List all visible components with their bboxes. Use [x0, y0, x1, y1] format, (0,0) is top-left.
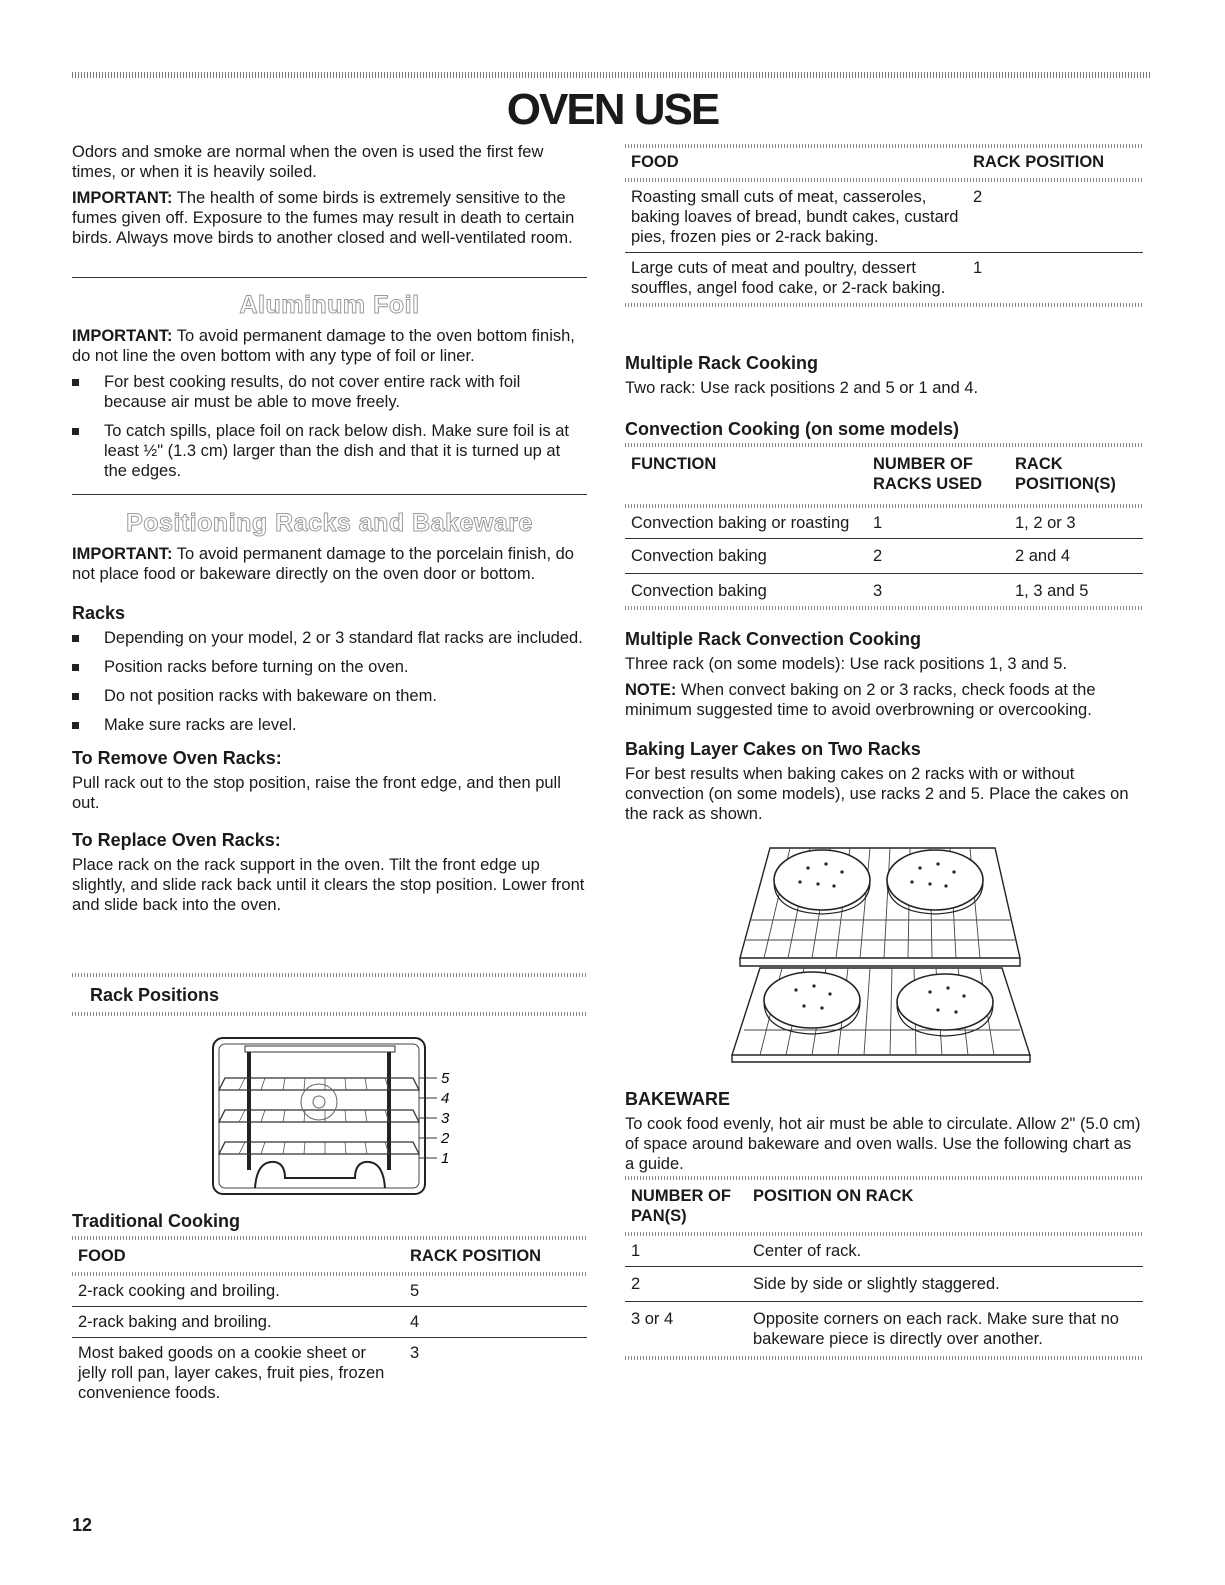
- rack-positions-heading: Rack Positions: [90, 985, 220, 1005]
- table-row: [72, 1276, 587, 1307]
- positioning-important: [72, 544, 587, 584]
- food-cell: 2-rack cooking and broiling.: [72, 1276, 404, 1307]
- traditional-cooking-heading: Traditional Cooking: [72, 1211, 241, 1231]
- rack-position-label: 4: [441, 1090, 450, 1107]
- number-cell: 1: [625, 1236, 747, 1267]
- table-row: [625, 1302, 1143, 1355]
- position-cell: Side by side or slightly staggered.: [747, 1267, 1143, 1302]
- rack-cell: 4: [404, 1307, 587, 1338]
- traditional-table: [72, 1242, 587, 1408]
- divider: [72, 1012, 587, 1016]
- col-rack-positions: RACK POSITION(S): [1015, 455, 1116, 493]
- multiple-rack-text: Two rack: Use rack positions 2 and 5 or 1 and 4.: [625, 379, 979, 397]
- food-cell: Large cuts of meat and poultry, dessert souffles, angel food cake, or 2-rack baking.: [631, 259, 946, 297]
- bakeware-heading: BAKEWARE: [625, 1089, 731, 1109]
- rack-cell: 3: [410, 1344, 420, 1362]
- intro-important: [72, 188, 587, 248]
- col-number-of-racks: NUMBER OF RACKS USED: [873, 455, 983, 493]
- cakes-on-racks-illustration: [730, 840, 1040, 1065]
- positioning-heading: Positioning Racks and Bakeware: [126, 509, 533, 537]
- table-row: [72, 1338, 587, 1409]
- table-row: [625, 1236, 1143, 1267]
- rack-cell: 1: [973, 259, 983, 277]
- divider: [625, 1356, 1143, 1360]
- table-row: [625, 1267, 1143, 1302]
- replace-racks-text: Place rack on the rack support in the oven. Tilt the front edge up slightly, and slide rack back until it clears the stop position. Lower front and slide back into the oven.: [72, 856, 585, 914]
- number-cell: 2: [625, 1267, 747, 1302]
- layer-cakes-text: For best results when baking cakes on 2 racks with or without convection (on some models), use racks 2 and 5. Place the cakes on the rack as shown.: [625, 765, 1129, 823]
- col-function: FUNCTION: [631, 455, 717, 473]
- list-item: Position racks before turning on the oven.: [72, 657, 587, 677]
- divider: [625, 443, 1143, 447]
- important-text: The health of some birds is extremely sensitive to the fumes given off. Exposure to the fumes may result in death to certain birds. Always move birds to another closed and well-ventilated room.: [72, 189, 575, 247]
- positions-cell: 2 and 4: [1009, 539, 1143, 574]
- table-row: [625, 182, 1143, 253]
- col-food: FOOD: [631, 153, 679, 171]
- remove-racks-text: Pull rack out to the stop position, raise the front edge, and then pull out.: [72, 774, 561, 812]
- number-cell: 3: [873, 582, 883, 600]
- divider: [72, 973, 587, 977]
- number-cell: 3 or 4: [631, 1310, 674, 1328]
- top-rule: [72, 72, 1152, 78]
- col-position-on-rack: POSITION ON RACK: [753, 1187, 914, 1205]
- convection-heading: Convection Cooking (on some models): [625, 419, 960, 439]
- remove-racks-heading: To Remove Oven Racks:: [72, 748, 282, 768]
- intro-text: Odors and smoke are normal when the oven is used the first few times, or when it is heavily soiled.: [72, 143, 544, 181]
- left-column: [72, 142, 587, 254]
- rack-position-label: 1: [441, 1150, 450, 1167]
- replace-racks-heading: To Replace Oven Racks:: [72, 830, 281, 850]
- traditional-table-continued: [625, 148, 1143, 307]
- table-row: [625, 508, 1143, 539]
- divider: [72, 1236, 587, 1240]
- racks-heading: Racks: [72, 603, 126, 623]
- number-cell: 2: [867, 539, 1009, 574]
- positioning-section: [72, 544, 587, 921]
- table-row: [625, 253, 1143, 304]
- food-cell: Roasting small cuts of meat, casseroles, baking loaves of bread, bundt cakes, custard pies, frozen pies or 2-rack baking.: [625, 182, 967, 253]
- divider: [72, 277, 587, 278]
- multiple-rack-section: [625, 352, 1143, 444]
- list-item: For best cooking results, do not cover entire rack with foil because air must be able to move freely.: [72, 372, 587, 412]
- col-number-of-pans: NUMBER OF PAN(S): [631, 1187, 731, 1225]
- rack-cell: 2: [967, 182, 1143, 253]
- aluminum-foil-section: [72, 326, 587, 490]
- table-row: [72, 1307, 587, 1338]
- function-cell: Convection baking: [631, 582, 767, 600]
- food-cell: Most baked goods on a cookie sheet or jelly roll pan, layer cakes, fruit pies, frozen convenience foods.: [78, 1344, 385, 1402]
- multiple-convection-text: Three rack (on some models): Use rack positions 1, 3 and 5.: [625, 655, 1068, 673]
- note-text: When convect baking on 2 or 3 racks, check foods at the minimum suggested time to avoid overbrowning or overcooking.: [625, 681, 1096, 719]
- important-text: To avoid permanent damage to the porcelain finish, do not place food or bakeware directly on the oven door or bottom.: [72, 545, 574, 583]
- page-number: 12: [72, 1515, 93, 1535]
- rack-position-label: 5: [441, 1070, 450, 1087]
- list-item: Make sure racks are level.: [72, 715, 587, 735]
- list-item: Depending on your model, 2 or 3 standard flat racks are included.: [72, 628, 587, 648]
- important-text: To avoid permanent damage to the oven bottom finish, do not line the oven bottom with any type of foil or liner.: [72, 327, 575, 365]
- food-cell: 2-rack baking and broiling.: [72, 1307, 404, 1338]
- rack-position-label: 2: [441, 1130, 450, 1147]
- multiple-convection-section: [625, 628, 1143, 830]
- divider: [625, 303, 1143, 307]
- multiple-convection-heading: Multiple Rack Convection Cooking: [625, 629, 922, 649]
- function-cell: Convection baking or roasting: [625, 508, 867, 539]
- multiple-rack-heading: Multiple Rack Cooking: [625, 353, 819, 373]
- racks-bullets: [72, 628, 587, 735]
- col-rack-position: RACK POSITION: [410, 1247, 542, 1265]
- oven-rack-diagram: [205, 1030, 475, 1200]
- note-label: NOTE:: [625, 681, 677, 699]
- page-title: OVEN USE: [506, 85, 719, 134]
- table-row: [625, 574, 1143, 607]
- divider: [72, 494, 587, 495]
- list-item: To catch spills, place foil on rack below dish. Make sure foil is at least ½" (1.3 cm) larger than the dish and that it is turned up at the edges.: [72, 421, 587, 481]
- number-cell: 1: [867, 508, 1009, 539]
- divider: [625, 606, 1143, 610]
- positions-cell: 1, 2 or 3: [1009, 508, 1143, 539]
- aluminum-foil-heading: Aluminum Foil: [239, 291, 420, 319]
- position-cell: Center of rack.: [747, 1236, 1143, 1267]
- important-label: IMPORTANT:: [72, 327, 173, 345]
- list-item: Do not position racks with bakeware on them.: [72, 686, 587, 706]
- divider: [625, 1176, 1143, 1180]
- foil-bullets: [72, 372, 587, 481]
- convection-table: [625, 450, 1143, 610]
- layer-cakes-heading: Baking Layer Cakes on Two Racks: [625, 739, 921, 759]
- table-row: [625, 539, 1143, 574]
- foil-important: [72, 326, 587, 366]
- rack-cell: 5: [404, 1276, 587, 1307]
- rack-position-label: 3: [441, 1110, 450, 1127]
- col-rack-position: RACK POSITION: [973, 153, 1105, 171]
- bakeware-text: To cook food evenly, hot air must be able to circulate. Allow 2" (5.0 cm) of space around bakeware and oven walls. Use the following chart as a guide.: [625, 1115, 1141, 1173]
- col-food: FOOD: [78, 1247, 126, 1265]
- function-cell: Convection baking: [625, 539, 867, 574]
- position-cell: Opposite corners on each rack. Make sure that no bakeware piece is directly over another.: [753, 1310, 1119, 1348]
- positions-cell: 1, 3 and 5: [1015, 582, 1089, 600]
- bakeware-section: [625, 1088, 1143, 1180]
- important-label: IMPORTANT:: [72, 189, 173, 207]
- multiple-convection-note: [625, 680, 1143, 720]
- important-label: IMPORTANT:: [72, 545, 173, 563]
- bakeware-table: [625, 1182, 1143, 1360]
